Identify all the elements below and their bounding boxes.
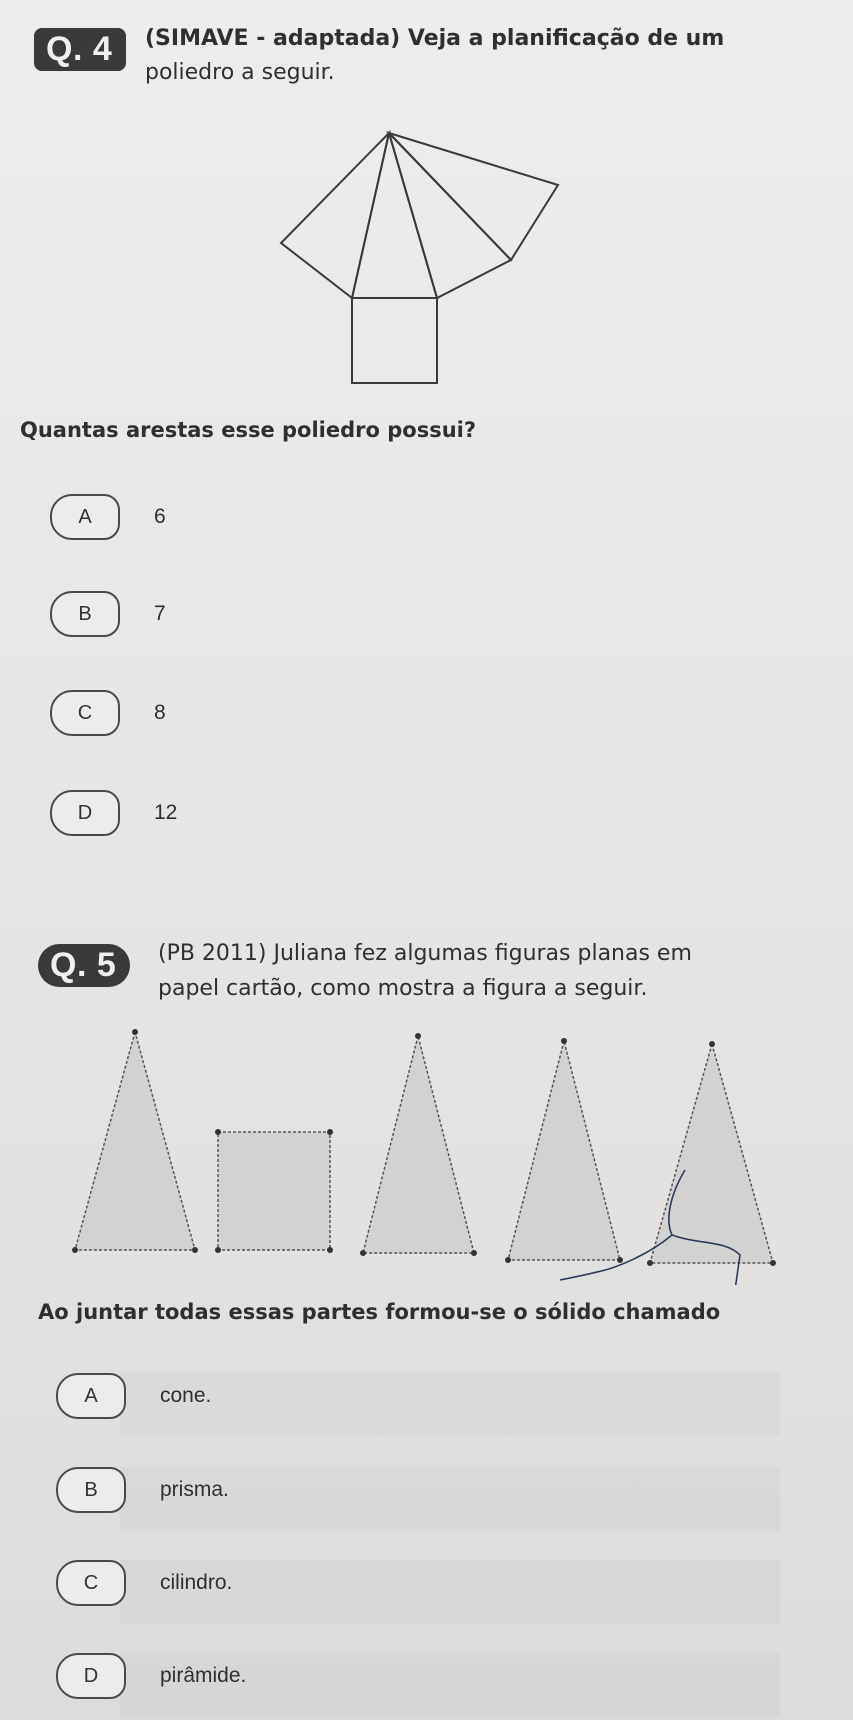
option-value: pirâmide. (160, 1664, 247, 1687)
q5-question: Ao juntar todas essas partes formou-se o sólido chamado (38, 1300, 721, 1324)
option-value: 7 (154, 602, 166, 625)
q5-option-b[interactable] (56, 1467, 229, 1513)
option-letter: A (50, 494, 120, 540)
q4-option-d[interactable] (50, 790, 177, 836)
question-badge-q4: Q. 4 (34, 28, 126, 71)
option-value: cone. (160, 1384, 212, 1407)
plane-figures-illustration (60, 1020, 780, 1285)
q4-option-a[interactable] (50, 494, 166, 540)
option-letter: B (56, 1467, 126, 1513)
q5-option-d[interactable] (56, 1653, 246, 1699)
net-square-base (352, 298, 437, 383)
question-badge-q5: Q. 5 (38, 944, 130, 987)
q5-statement-line1: (PB 2011) Juliana fez algumas figuras planas em (158, 941, 692, 966)
polyhedron-net-figure (270, 125, 570, 395)
triangle-1 (75, 1032, 195, 1250)
option-letter: C (50, 690, 120, 736)
triangle-4 (650, 1044, 773, 1263)
triangle-2 (363, 1036, 474, 1253)
triangle-3 (508, 1041, 620, 1260)
q5-option-c[interactable] (56, 1560, 232, 1606)
q4-statement-line2: poliedro a seguir. (145, 60, 335, 85)
q4-statement-line1: (SIMAVE - adaptada) Veja a planificação de um (145, 26, 725, 51)
q4-question: Quantas arestas esse poliedro possui? (20, 418, 477, 442)
option-letter: C (56, 1560, 126, 1606)
option-value: 12 (154, 801, 178, 824)
net-face-left (281, 133, 389, 298)
net-face-right (389, 133, 511, 298)
option-value: prisma. (160, 1478, 229, 1501)
q5-statement-line2: papel cartão, como mostra a figura a seguir. (158, 976, 648, 1001)
option-letter: A (56, 1373, 126, 1419)
square-piece (218, 1132, 330, 1250)
net-face-far-right (389, 133, 558, 260)
option-letter: D (50, 790, 120, 836)
option-value: 8 (154, 701, 166, 724)
q4-option-c[interactable] (50, 690, 166, 736)
q5-option-a[interactable] (56, 1373, 211, 1419)
q4-option-b[interactable] (50, 591, 166, 637)
option-letter: D (56, 1653, 126, 1699)
option-letter: B (50, 591, 120, 637)
option-value: 6 (154, 505, 166, 528)
option-value: cilindro. (160, 1571, 233, 1594)
